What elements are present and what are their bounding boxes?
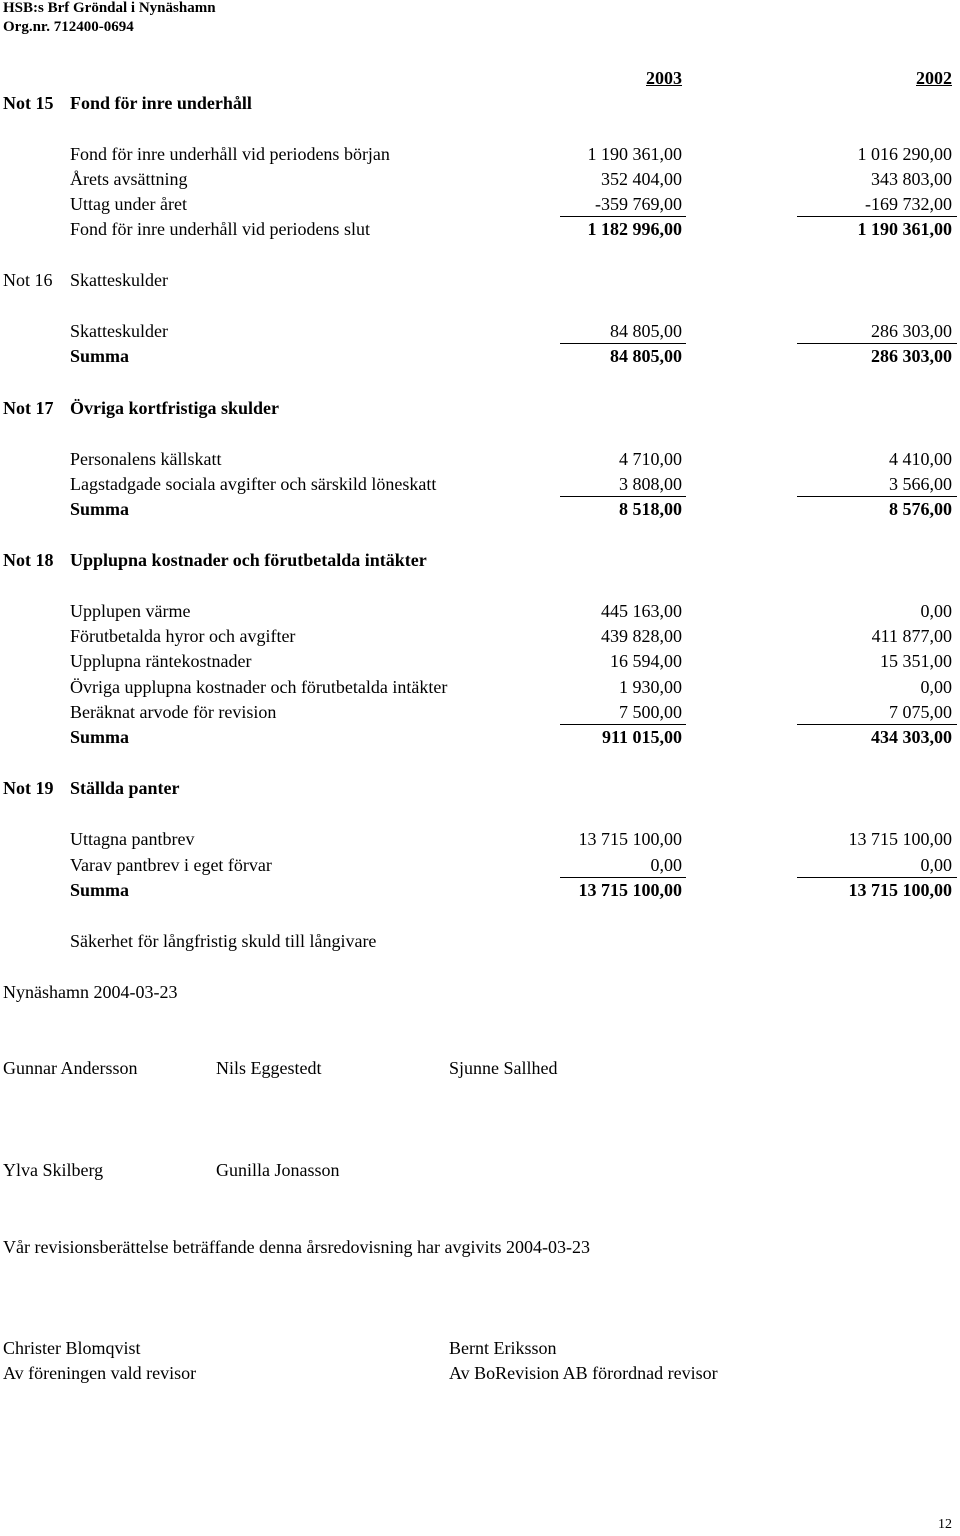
note18-row-2002: 0,00 — [920, 677, 952, 697]
note15-row-2002: 1 016 290,00 — [857, 144, 952, 164]
note18-row-label: Upplupna räntekostnader — [70, 651, 252, 671]
note18-row-label: Förutbetalda hyror och avgifter — [70, 626, 296, 646]
note17-row-2003: 3 808,00 — [619, 474, 682, 494]
note15-row-2002: -169 732,00 — [865, 194, 952, 214]
note19-row-label: Uttagna pantbrev — [70, 829, 195, 849]
note18-sum-label: Summa — [70, 727, 130, 747]
note15-row-2002: 343 803,00 — [871, 169, 952, 189]
note15-row-label: Uttag under året — [70, 194, 187, 214]
underline — [797, 724, 957, 725]
signatory-name: Nils Eggestedt — [216, 1058, 322, 1078]
underline — [560, 343, 686, 344]
note15-row-2003: 352 404,00 — [601, 169, 682, 189]
audit-statement: Vår revisionsberättelse beträffande denna årsredovisning har avgivits 2004-03-23 — [3, 1237, 590, 1257]
auditor-name: Bernt Eriksson — [449, 1338, 557, 1358]
note18-row-2003: 439 828,00 — [601, 626, 682, 646]
note16-row-2003: 84 805,00 — [610, 321, 682, 341]
note18-row-2002: 7 075,00 — [889, 702, 952, 722]
note15-row-2003: 1 190 361,00 — [587, 144, 682, 164]
note16-label: Not 16 — [3, 270, 53, 290]
underline — [560, 496, 686, 497]
note17-row-label: Personalens källskatt — [70, 449, 222, 469]
note19-row-label: Varav pantbrev i eget förvar — [70, 855, 272, 875]
note18-row-label: Upplupen värme — [70, 601, 191, 621]
note19-row-2003: 0,00 — [650, 855, 682, 875]
note18-row-2003: 445 163,00 — [601, 601, 682, 621]
note15-row-label: Fond för inre underhåll vid periodens slut — [70, 219, 370, 239]
auditor-name: Christer Blomqvist — [3, 1338, 141, 1358]
note19-sum-2002: 13 715 100,00 — [848, 880, 952, 900]
note16-sum-2002: 286 303,00 — [871, 346, 952, 366]
note17-label: Not 17 — [3, 398, 54, 418]
note18-row-2003: 7 500,00 — [619, 702, 682, 722]
note19-sum-label: Summa — [70, 880, 130, 900]
note19-row-2002: 13 715 100,00 — [848, 829, 952, 849]
note16-row-label: Skatteskulder — [70, 321, 168, 341]
underline — [797, 343, 957, 344]
auditor-role: Av föreningen vald revisor — [3, 1363, 197, 1383]
note16-sum-2003: 84 805,00 — [610, 346, 682, 366]
place-date: Nynäshamn 2004-03-23 — [3, 982, 178, 1002]
note15-label: Not 15 — [3, 93, 54, 113]
note18-row-2002: 411 877,00 — [871, 626, 952, 646]
signatory-name: Gunnar Andersson — [3, 1058, 138, 1078]
auditor-role: Av BoRevision AB förordnad revisor — [449, 1363, 718, 1383]
note16-sum-label: Summa — [70, 346, 130, 366]
note17-row-2002: 3 566,00 — [889, 474, 952, 494]
org-number: Org.nr. 712400-0694 — [3, 19, 134, 35]
note17-sum-2002: 8 576,00 — [889, 499, 952, 519]
signatory-name: Ylva Skilberg — [3, 1160, 104, 1180]
note15-row-label: Årets avsättning — [70, 169, 188, 189]
note15-row-label: Fond för inre underhåll vid periodens början — [70, 144, 390, 164]
note18-row-2002: 0,00 — [920, 601, 952, 621]
underline — [797, 216, 957, 217]
note17-sum-label: Summa — [70, 499, 130, 519]
note19-title: Ställda panter — [70, 778, 180, 798]
note19-sum-2003: 13 715 100,00 — [578, 880, 682, 900]
note17-row-2002: 4 410,00 — [889, 449, 952, 469]
note19-row-2003: 13 715 100,00 — [578, 829, 682, 849]
note15-title: Fond för inre underhåll — [70, 93, 252, 113]
note19-footnote: Säkerhet för långfristig skuld till långivare — [70, 931, 377, 951]
note18-row-2002: 15 351,00 — [880, 651, 952, 671]
note17-row-label: Lagstadgade sociala avgifter och särskild löneskatt — [70, 474, 437, 494]
note16-row-2002: 286 303,00 — [871, 321, 952, 341]
note18-row-2003: 16 594,00 — [610, 651, 682, 671]
note17-title: Övriga kortfristiga skulder — [70, 398, 279, 418]
underline — [560, 216, 686, 217]
note17-sum-2003: 8 518,00 — [619, 499, 682, 519]
page-number: 12 — [938, 1517, 952, 1532]
note15-row-2003: 1 182 996,00 — [587, 219, 682, 239]
underline — [560, 877, 686, 878]
note15-row-2003: -359 769,00 — [595, 194, 682, 214]
note15-row-2002: 1 190 361,00 — [857, 219, 952, 239]
underline — [797, 496, 957, 497]
note18-label: Not 18 — [3, 550, 54, 570]
note19-row-2002: 0,00 — [920, 855, 952, 875]
underline — [560, 724, 686, 725]
year-previous: 2002 — [916, 68, 952, 88]
note18-sum-2002: 434 303,00 — [871, 727, 952, 747]
org-name: HSB:s Brf Gröndal i Nynäshamn — [3, 0, 216, 16]
note18-row-label: Beräknat arvode för revision — [70, 702, 277, 722]
note16-title: Skatteskulder — [70, 270, 168, 290]
note19-label: Not 19 — [3, 778, 54, 798]
year-current: 2003 — [646, 68, 682, 88]
note18-row-2003: 1 930,00 — [619, 677, 682, 697]
note18-sum-2003: 911 015,00 — [601, 727, 682, 747]
note18-title: Upplupna kostnader och förutbetalda intäkter — [70, 550, 427, 570]
note17-row-2003: 4 710,00 — [619, 449, 682, 469]
underline — [797, 877, 957, 878]
note18-row-label: Övriga upplupna kostnader och förutbetalda intäkter — [70, 677, 448, 697]
signatory-name: Sjunne Sallhed — [449, 1058, 558, 1078]
signatory-name: Gunilla Jonasson — [216, 1160, 340, 1180]
